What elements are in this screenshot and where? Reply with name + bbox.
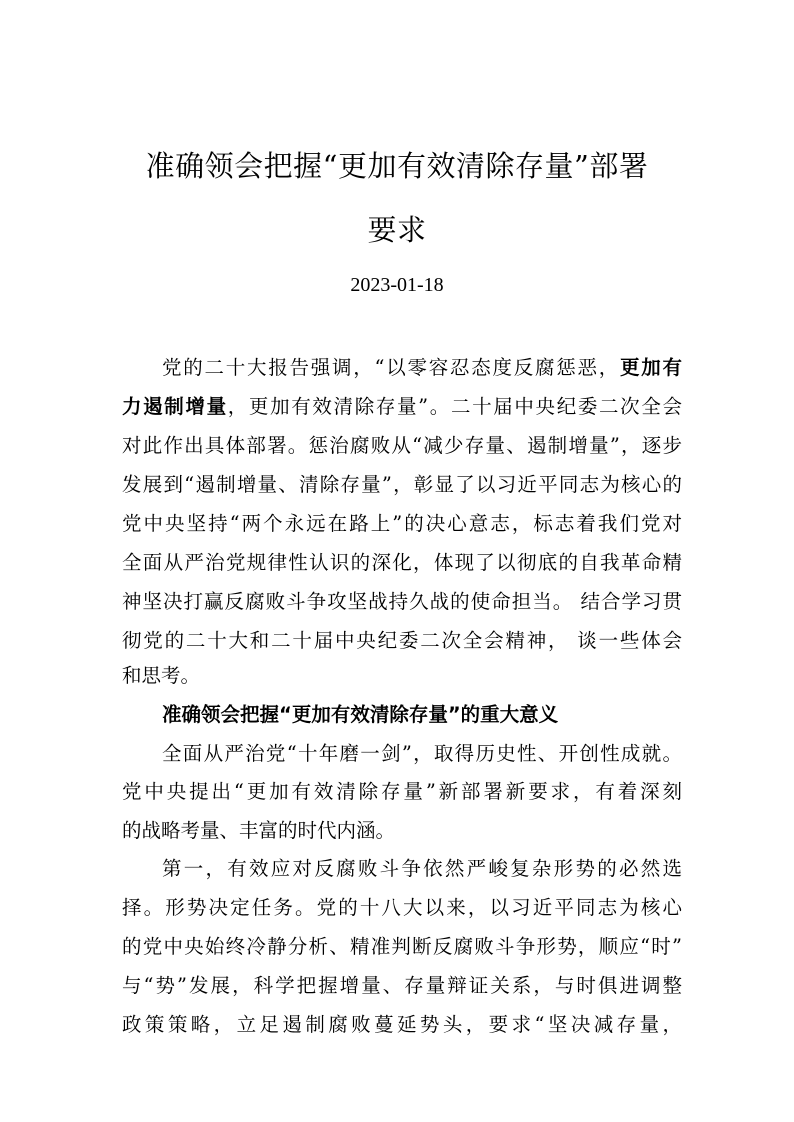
document-title-line-2: 要求 [367,213,427,247]
paragraph-1-line-1 [162,355,682,381]
paragraph-3-line-1: 第一，有效应对反腐败斗争依然严峻复杂形势的必然选 [162,857,682,880]
publish-date: 2023-01-18 [350,274,444,296]
paragraph-1-line-9: 和思考。 [122,664,201,687]
paragraph-1-line-5: 党中央坚持“两个永远在路上”的决心意志，标志着我们党对 [122,512,682,535]
document-title-line-1: 准确领会把握“更加有效清除存量”部署 [145,149,649,183]
paragraph-3-line-4: 与“势”发展，科学把握增量、存量辩证关系，与时俱进调整 [122,974,682,997]
paragraph-1-line-3: 对此作出具体部署。惩治腐败从“减少存量、遏制增量”，逐步 [122,434,682,457]
paragraph-3-line-2: 择。形势决定任务。党的十八大以来，以习近平同志为核心 [122,896,682,919]
paragraph-1-bold-text: 力遏制增量 [122,395,228,418]
paragraph-1-line-8: 彻党的二十大和二十届中央纪委二次全会精神， 谈一些体会 [122,629,682,652]
paragraph-1-bold-text: 更加有 [619,356,682,379]
paragraph-1-line-7: 神坚决打赢反腐败斗争攻坚战持久战的使命担当。 结合学习贯 [122,590,682,613]
paragraph-1-line-2 [122,394,682,420]
paragraph-2-line-3: 的战略考量、丰富的时代内涵。 [122,819,396,842]
paragraph-3-line-5: 政策策略，立足遏制腐败蔓延势头，要求“坚决减存量， [122,1013,682,1036]
paragraph-3-line-3: 的党中央始终冷静分析、精准判断反腐败斗争形势，顺应“时” [122,935,682,958]
section-heading: 准确领会把握“更加有效清除存量”的重大意义 [162,703,559,726]
paragraph-1-text: 党的二十大报告强调，“以零容忍态度反腐惩恶， [162,356,620,379]
paragraph-1-line-6: 全面从严治党规律性认识的深化，体现了以彻底的自我革命精 [122,551,682,574]
paragraph-2-line-1: 全面从严治党“十年磨一剑”，取得历史性、开创性成就。 [162,742,682,765]
paragraph-2-line-2: 党中央提出“更加有效清除存量”新部署新要求，有着深刻 [122,780,682,803]
paragraph-1-text: ，更加有效清除存量”。二十届中央纪委二次全会 [227,395,682,418]
paragraph-1-line-4: 发展到“遏制增量、清除存量”，彰显了以习近平同志为核心的 [122,473,682,496]
